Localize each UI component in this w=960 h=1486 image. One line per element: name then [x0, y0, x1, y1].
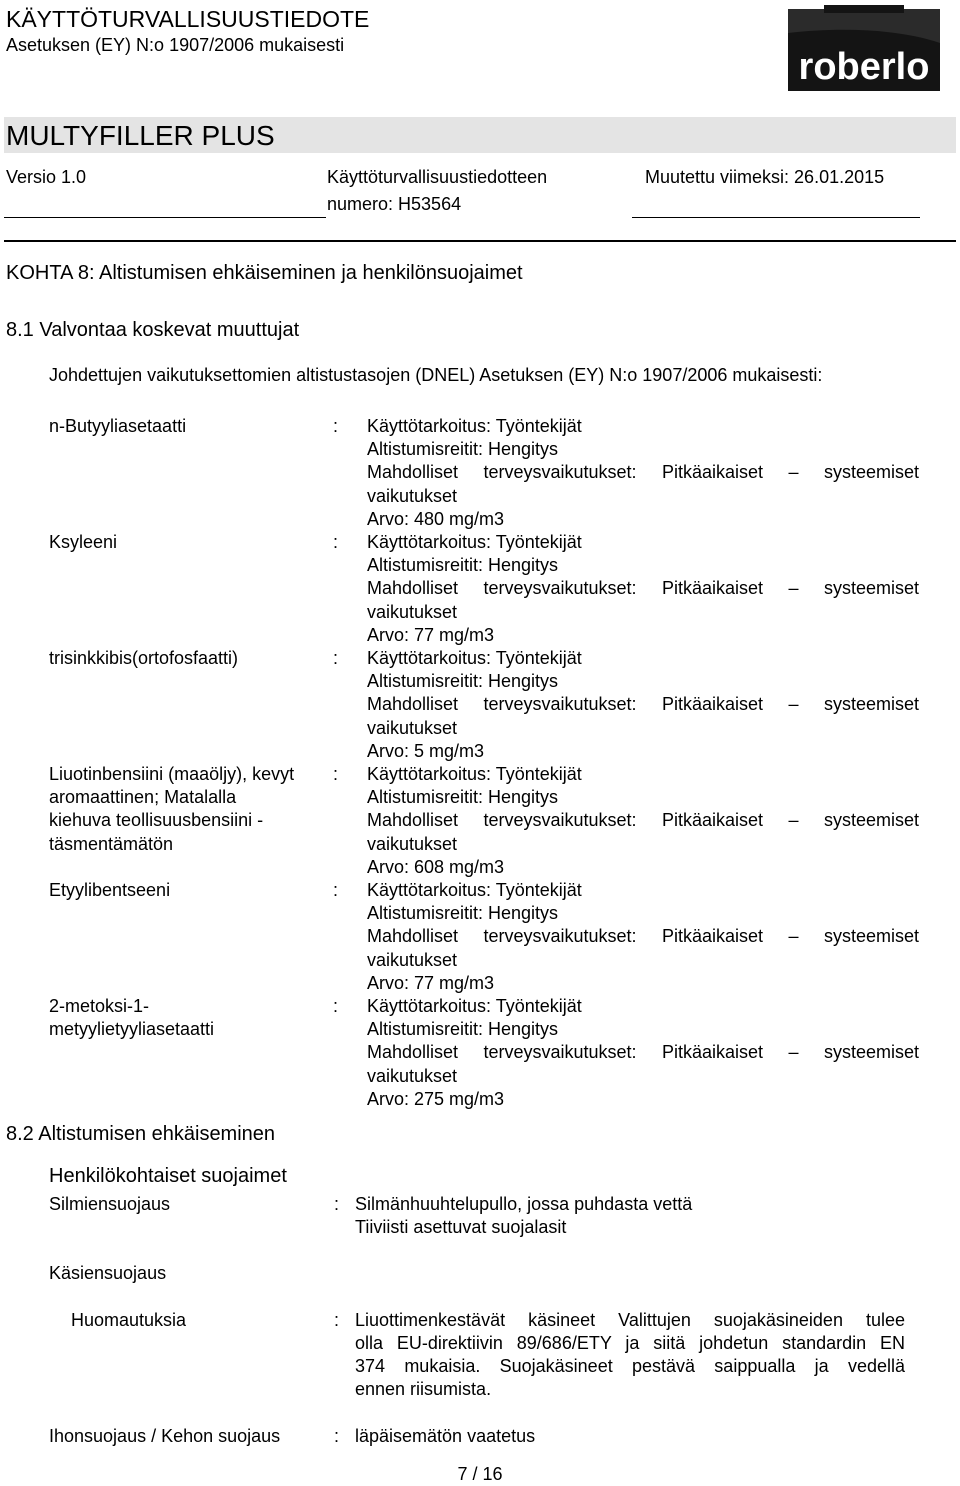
colon: : [334, 1310, 340, 1330]
sds-number-label: Käyttöturvallisuustiedotteen [327, 167, 548, 187]
colon: : [333, 532, 339, 553]
dnel-details [367, 531, 919, 647]
substance-name-line: Liuotinbensiini (maaöljy), kevyt [49, 764, 295, 785]
value-line: olla EU-direktiivin 89/686/ETY ja siitä johdetun standardin EN [355, 1333, 905, 1353]
dnel-route: Altistumisreitit: Hengitys [367, 555, 559, 576]
substance-name-line: trisinkkibis(ortofosfaatti) [49, 648, 239, 669]
header-divider [4, 217, 326, 218]
logo-text: roberlo [798, 46, 930, 88]
substance-name-line: aromaattinen; Matalalla [49, 787, 237, 808]
dnel-use: Käyttötarkoitus: Työntekijät [367, 648, 582, 669]
value-line: Liuottimenkestävät käsineet Valittujen suojakäsineiden tulee [355, 1310, 905, 1330]
header-divider [632, 217, 920, 218]
dnel-value: Arvo: 275 mg/m3 [367, 1088, 505, 1109]
dnel-effect: Mahdolliset terveysvaikutukset: Pitkäaikaiset – systeemiset [367, 926, 919, 947]
version-label: Versio 1.0 [6, 167, 87, 187]
ppe-heading: Henkilökohtaiset suojaimet [49, 1165, 287, 1187]
substance-name [49, 647, 333, 763]
substance-name [49, 995, 333, 1111]
dnel-details [367, 647, 919, 763]
hand-protection-label: Käsiensuojaus [49, 1263, 167, 1283]
dnel-effect: vaikutukset [367, 949, 458, 970]
dnel-list [49, 415, 919, 1111]
dnel-effect: vaikutukset [367, 717, 458, 738]
substance-name-line: Ksyleeni [49, 532, 118, 553]
substance-name-line: n-Butyyliasetaatti [49, 416, 187, 436]
dnel-value: Arvo: 480 mg/m3 [367, 508, 505, 529]
dnel-effect: vaikutukset [367, 601, 458, 622]
document-subtitle: Asetuksen (EY) N:o 1907/2006 mukaisesti [6, 35, 345, 55]
dnel-row [49, 531, 919, 647]
revised-date: Muutettu viimeksi: 26.01.2015 [645, 167, 885, 187]
dnel-use: Käyttötarkoitus: Työntekijät [367, 532, 582, 553]
subsection-8-1-title: 8.1 Valvontaa koskevat muuttujat [6, 319, 300, 341]
colon: : [333, 648, 339, 669]
dnel-row [49, 879, 919, 995]
substance-name-line: kiehuva teollisuusbensiini - [49, 810, 264, 831]
document-title: KÄYTTÖTURVALLISUUSTIEDOTE [6, 6, 370, 32]
value-line: ennen riisumista. [355, 1379, 492, 1399]
dnel-value: Arvo: 5 mg/m3 [367, 740, 485, 761]
hand-protection-note-label: Huomautuksia [71, 1310, 187, 1330]
dnel-route: Altistumisreitit: Hengitys [367, 1019, 559, 1040]
value-line: Tiiviisti asettuvat suojalasit [355, 1217, 567, 1237]
dnel-row [49, 647, 919, 763]
sds-number: numero: H53564 [327, 194, 462, 214]
dnel-row [49, 763, 919, 879]
dnel-use: Käyttötarkoitus: Työntekijät [367, 416, 582, 436]
dnel-value: Arvo: 77 mg/m3 [367, 624, 495, 645]
logo-graphic [780, 3, 948, 95]
dnel-details [367, 879, 919, 995]
dnel-effect: Mahdolliset terveysvaikutukset: Pitkäaikaiset – systeemiset [367, 810, 919, 831]
dnel-details [367, 763, 919, 879]
eye-protection-label: Silmiensuojaus [49, 1194, 171, 1214]
roberlo-logo [780, 3, 948, 95]
product-name: MULTYFILLER PLUS [6, 120, 275, 151]
section-8-title: KOHTA 8: Altistumisen ehkäiseminen ja henkilönsuojaimet [6, 262, 523, 284]
substance-name [49, 531, 333, 647]
substance-name-line: metyylietyyliasetaatti [49, 1019, 215, 1040]
dnel-value: Arvo: 77 mg/m3 [367, 972, 495, 993]
dnel-row [49, 415, 919, 531]
value-line: Silmänhuuhtelupullo, jossa puhdasta vettä [355, 1194, 693, 1214]
body-protection-value: läpäisemätön vaatetus [355, 1426, 536, 1446]
dnel-effect: vaikutukset [367, 1065, 458, 1086]
dnel-value: Arvo: 608 mg/m3 [367, 856, 505, 877]
dnel-route: Altistumisreitit: Hengitys [367, 787, 559, 808]
dnel-route: Altistumisreitit: Hengitys [367, 439, 559, 460]
colon: : [333, 996, 339, 1017]
colon: : [333, 416, 339, 436]
dnel-use: Käyttötarkoitus: Työntekijät [367, 764, 582, 785]
subsection-8-2-title: 8.2 Altistumisen ehkäiseminen [6, 1123, 276, 1145]
dnel-effect: Mahdolliset terveysvaikutukset: Pitkäaikaiset – systeemiset [367, 694, 919, 715]
substance-name [49, 415, 333, 531]
substance-name [49, 879, 333, 995]
colon: : [334, 1194, 340, 1214]
body-protection-label: Ihonsuojaus / Kehon suojaus [49, 1426, 281, 1446]
dnel-effect: vaikutukset [367, 833, 458, 854]
page-number: 7 / 16 [457, 1464, 503, 1484]
dnel-heading: Johdettujen vaikutuksettomien altistustasojen (DNEL) Asetuksen (EY) N:o 1907/2006 mukaisesti: [49, 365, 823, 385]
dnel-row [49, 995, 919, 1111]
value-line: 374 mukaisia. Suojakäsineet pestävä saippualla ja vedellä [355, 1356, 905, 1376]
substance-name-line: Etyylibentseeni [49, 880, 171, 901]
dnel-effect: Mahdolliset terveysvaikutukset: Pitkäaikaiset – systeemiset [367, 1042, 919, 1063]
dnel-effect: Mahdolliset terveysvaikutukset: Pitkäaikaiset – systeemiset [367, 462, 919, 483]
dnel-effect: vaikutukset [367, 485, 458, 506]
header-divider [4, 240, 956, 242]
eye-protection-value [355, 1193, 905, 1239]
substance-name-line: 2-metoksi-1- [49, 996, 150, 1017]
dnel-use: Käyttötarkoitus: Työntekijät [367, 996, 582, 1017]
hand-protection-note [355, 1309, 905, 1401]
colon: : [334, 1426, 340, 1446]
dnel-route: Altistumisreitit: Hengitys [367, 671, 559, 692]
dnel-route: Altistumisreitit: Hengitys [367, 903, 559, 924]
substance-name [49, 763, 333, 879]
dnel-details [367, 415, 919, 531]
colon: : [333, 764, 339, 785]
substance-name-line: täsmentämätön [49, 833, 174, 854]
dnel-details [367, 995, 919, 1111]
dnel-use: Käyttötarkoitus: Työntekijät [367, 880, 582, 901]
dnel-effect: Mahdolliset terveysvaikutukset: Pitkäaikaiset – systeemiset [367, 578, 919, 599]
colon: : [333, 880, 339, 901]
